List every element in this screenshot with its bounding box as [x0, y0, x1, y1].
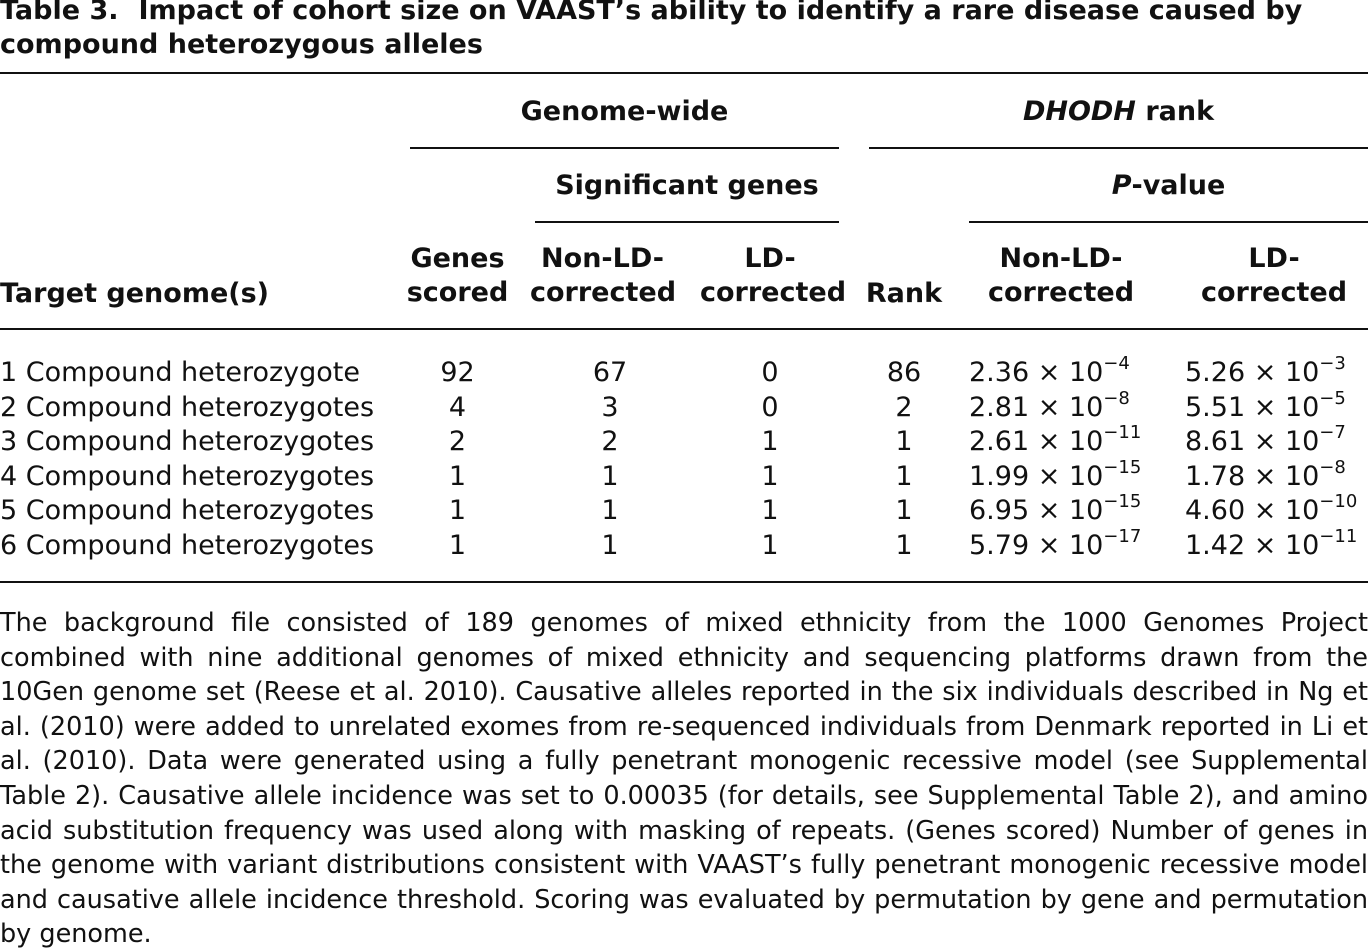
header-bottom-rule: [0, 328, 1368, 330]
dhodh-gene-name: DHODH: [1022, 96, 1136, 127]
base-ten: 10: [1284, 391, 1320, 423]
times-symbol: ×: [1253, 391, 1277, 423]
base-ten: 10: [1068, 391, 1104, 423]
table-caption: The background file consisted of 189 genomes of mixed ethnicity from the 1000 Genomes Project combined with nine additional genomes of mixed ethnicity and sequencing platforms drawn from the 10Gen genome set (Reese et al. 2010). Causative alleles reported in the six individuals described in Ng et al. (2010) were added to unrelated exomes from re-sequenced individuals from Denmark reported in Li et al. (2010). Data were generated using a fully penetrant monogenic recessive model (see Supplemental Table 2). Causative allele incidence was set to 0.00035 (for details, see Supplemental Table 2), and amino acid substitution frequency was used along with masking of repeats. (Genes scored) Number of genes in the genome with variant distributions consistent with VAAST’s fully penetrant monogenic recessive model and causative allele incidence threshold. Scoring was evaluated by permutation by gene and permutation by genome.: [0, 608, 1368, 950]
cell-rank: 86: [886, 357, 922, 388]
cell-genes-scored: 4: [448, 391, 467, 423]
base-ten: 10: [1068, 530, 1104, 561]
cell-sig-non-ld: 2: [601, 426, 619, 458]
header-rank: Rank: [865, 278, 943, 309]
genome-wide-rule: [410, 147, 839, 149]
header-genome-wide: Genome-wide: [520, 96, 729, 127]
cell-sig-ld: 1: [761, 426, 779, 458]
times-symbol: ×: [1037, 357, 1061, 388]
cell-sig-ld: 1: [761, 530, 779, 561]
cell-genes-scored: 1: [448, 530, 467, 561]
significant-genes-rule: [535, 221, 839, 223]
header-sig-ld: LD- corrected: [700, 243, 847, 308]
cell-sig-ld: 1: [761, 460, 779, 492]
cell-target: 2 Compound heterozygotes: [0, 391, 375, 423]
mantissa: 1.78: [1185, 460, 1246, 492]
header-genes-scored: Genes scored: [406, 243, 509, 308]
header-pvalue: P-value: [1111, 170, 1226, 201]
times-symbol: ×: [1253, 357, 1277, 388]
times-symbol: ×: [1253, 530, 1277, 561]
cell-genes-scored: 92: [440, 357, 475, 388]
exponent: −8: [1319, 456, 1346, 478]
times-symbol: ×: [1253, 495, 1277, 527]
times-symbol: ×: [1037, 530, 1061, 561]
base-ten: 10: [1284, 460, 1320, 492]
bottom-rule: [0, 581, 1368, 583]
mantissa: 8.61: [1185, 426, 1246, 458]
cell-p-non-ld: [969, 456, 1142, 494]
times-symbol: ×: [1037, 391, 1061, 423]
cell-rank: 2: [895, 391, 913, 423]
cell-target: 6 Compound heterozygotes: [0, 530, 375, 561]
exponent: −15: [1103, 456, 1142, 478]
times-symbol: ×: [1037, 426, 1061, 458]
cell-p-non-ld: [969, 526, 1142, 563]
cell-genes-scored: 2: [448, 426, 467, 458]
exponent: −7: [1319, 422, 1346, 444]
cell-p-ld: [1185, 491, 1358, 528]
base-ten: 10: [1068, 460, 1104, 492]
cell-sig-non-ld: 1: [601, 530, 619, 561]
times-symbol: ×: [1037, 495, 1061, 527]
base-ten: 10: [1068, 426, 1104, 458]
cell-rank: 1: [895, 530, 913, 561]
cell-target: 3 Compound heterozygotes: [0, 426, 375, 458]
cell-rank: 1: [895, 426, 913, 458]
cell-p-non-ld: [969, 387, 1130, 425]
exponent: −3: [1319, 353, 1346, 374]
times-symbol: ×: [1253, 460, 1277, 492]
cell-p-non-ld: [969, 422, 1142, 459]
exponent: −10: [1319, 491, 1358, 513]
cell-p-non-ld: [969, 353, 1130, 390]
exponent: −5: [1319, 387, 1346, 409]
mantissa: 6.95: [969, 495, 1030, 527]
mantissa: 1.42: [1185, 530, 1246, 561]
cell-rank: 1: [895, 495, 913, 527]
mantissa: 5.51: [1185, 391, 1246, 423]
cell-target: 1 Compound heterozygote: [0, 357, 360, 388]
cell-p-ld: [1185, 456, 1346, 494]
header-sig-non-ld: Non-LD- corrected: [530, 243, 677, 308]
base-ten: 10: [1068, 495, 1104, 527]
mantissa: 5.79: [969, 530, 1030, 561]
cell-p-ld: [1185, 353, 1346, 390]
cell-sig-ld: 0: [761, 391, 779, 423]
mantissa: 2.81: [969, 391, 1030, 423]
base-ten: 10: [1284, 426, 1320, 458]
base-ten: 10: [1284, 357, 1320, 388]
mantissa: 1.99: [969, 460, 1030, 492]
exponent: −11: [1103, 422, 1142, 444]
times-symbol: ×: [1253, 426, 1277, 458]
exponent: −17: [1103, 526, 1142, 547]
cell-sig-non-ld: 67: [592, 357, 628, 388]
cell-sig-ld: 0: [761, 357, 779, 388]
pvalue-rule: [969, 221, 1368, 223]
mantissa: 2.61: [969, 426, 1030, 458]
mantissa: 2.36: [969, 357, 1030, 388]
table-label: Table 3.: [0, 0, 119, 26]
mantissa: 4.60: [1185, 495, 1246, 527]
cell-target: 5 Compound heterozygotes: [0, 495, 375, 527]
cell-genes-scored: 1: [448, 495, 467, 527]
exponent: −15: [1103, 491, 1142, 513]
cell-p-non-ld: [969, 491, 1142, 528]
header-target-genomes: Target genome(s): [0, 278, 270, 309]
cell-rank: 1: [895, 460, 913, 492]
times-symbol: ×: [1037, 460, 1061, 492]
exponent: −8: [1103, 387, 1130, 409]
dhodh-rank-rule: [869, 147, 1368, 149]
cell-p-ld: [1185, 422, 1346, 459]
mantissa: 5.26: [1185, 357, 1246, 388]
header-p-ld: LD- corrected: [1200, 243, 1348, 308]
base-ten: 10: [1284, 495, 1320, 527]
header-dhodh-rank: DHODH rank: [1022, 96, 1215, 127]
cell-p-ld: [1185, 387, 1346, 425]
cell-sig-non-ld: 1: [601, 460, 619, 492]
table-title: [0, 0, 1368, 62]
cell-genes-scored: 1: [448, 460, 467, 492]
header-significant-genes: Significant genes: [555, 170, 819, 201]
base-ten: 10: [1284, 530, 1320, 561]
cell-sig-non-ld: 3: [601, 391, 619, 423]
cell-sig-non-ld: 1: [601, 495, 619, 527]
cell-target: 4 Compound heterozygotes: [0, 460, 375, 492]
table-title-text: Impact of cohort size on VAAST’s ability to identify a rare disease caused by compound heterozygous alleles: [0, 0, 1303, 60]
exponent: −4: [1103, 353, 1130, 374]
cell-p-ld: [1185, 526, 1358, 563]
cell-sig-ld: 1: [761, 495, 779, 527]
header-p-non-ld: Non-LD- corrected: [987, 243, 1135, 308]
exponent: −11: [1319, 526, 1358, 547]
base-ten: 10: [1068, 357, 1104, 388]
top-rule: [0, 72, 1368, 74]
